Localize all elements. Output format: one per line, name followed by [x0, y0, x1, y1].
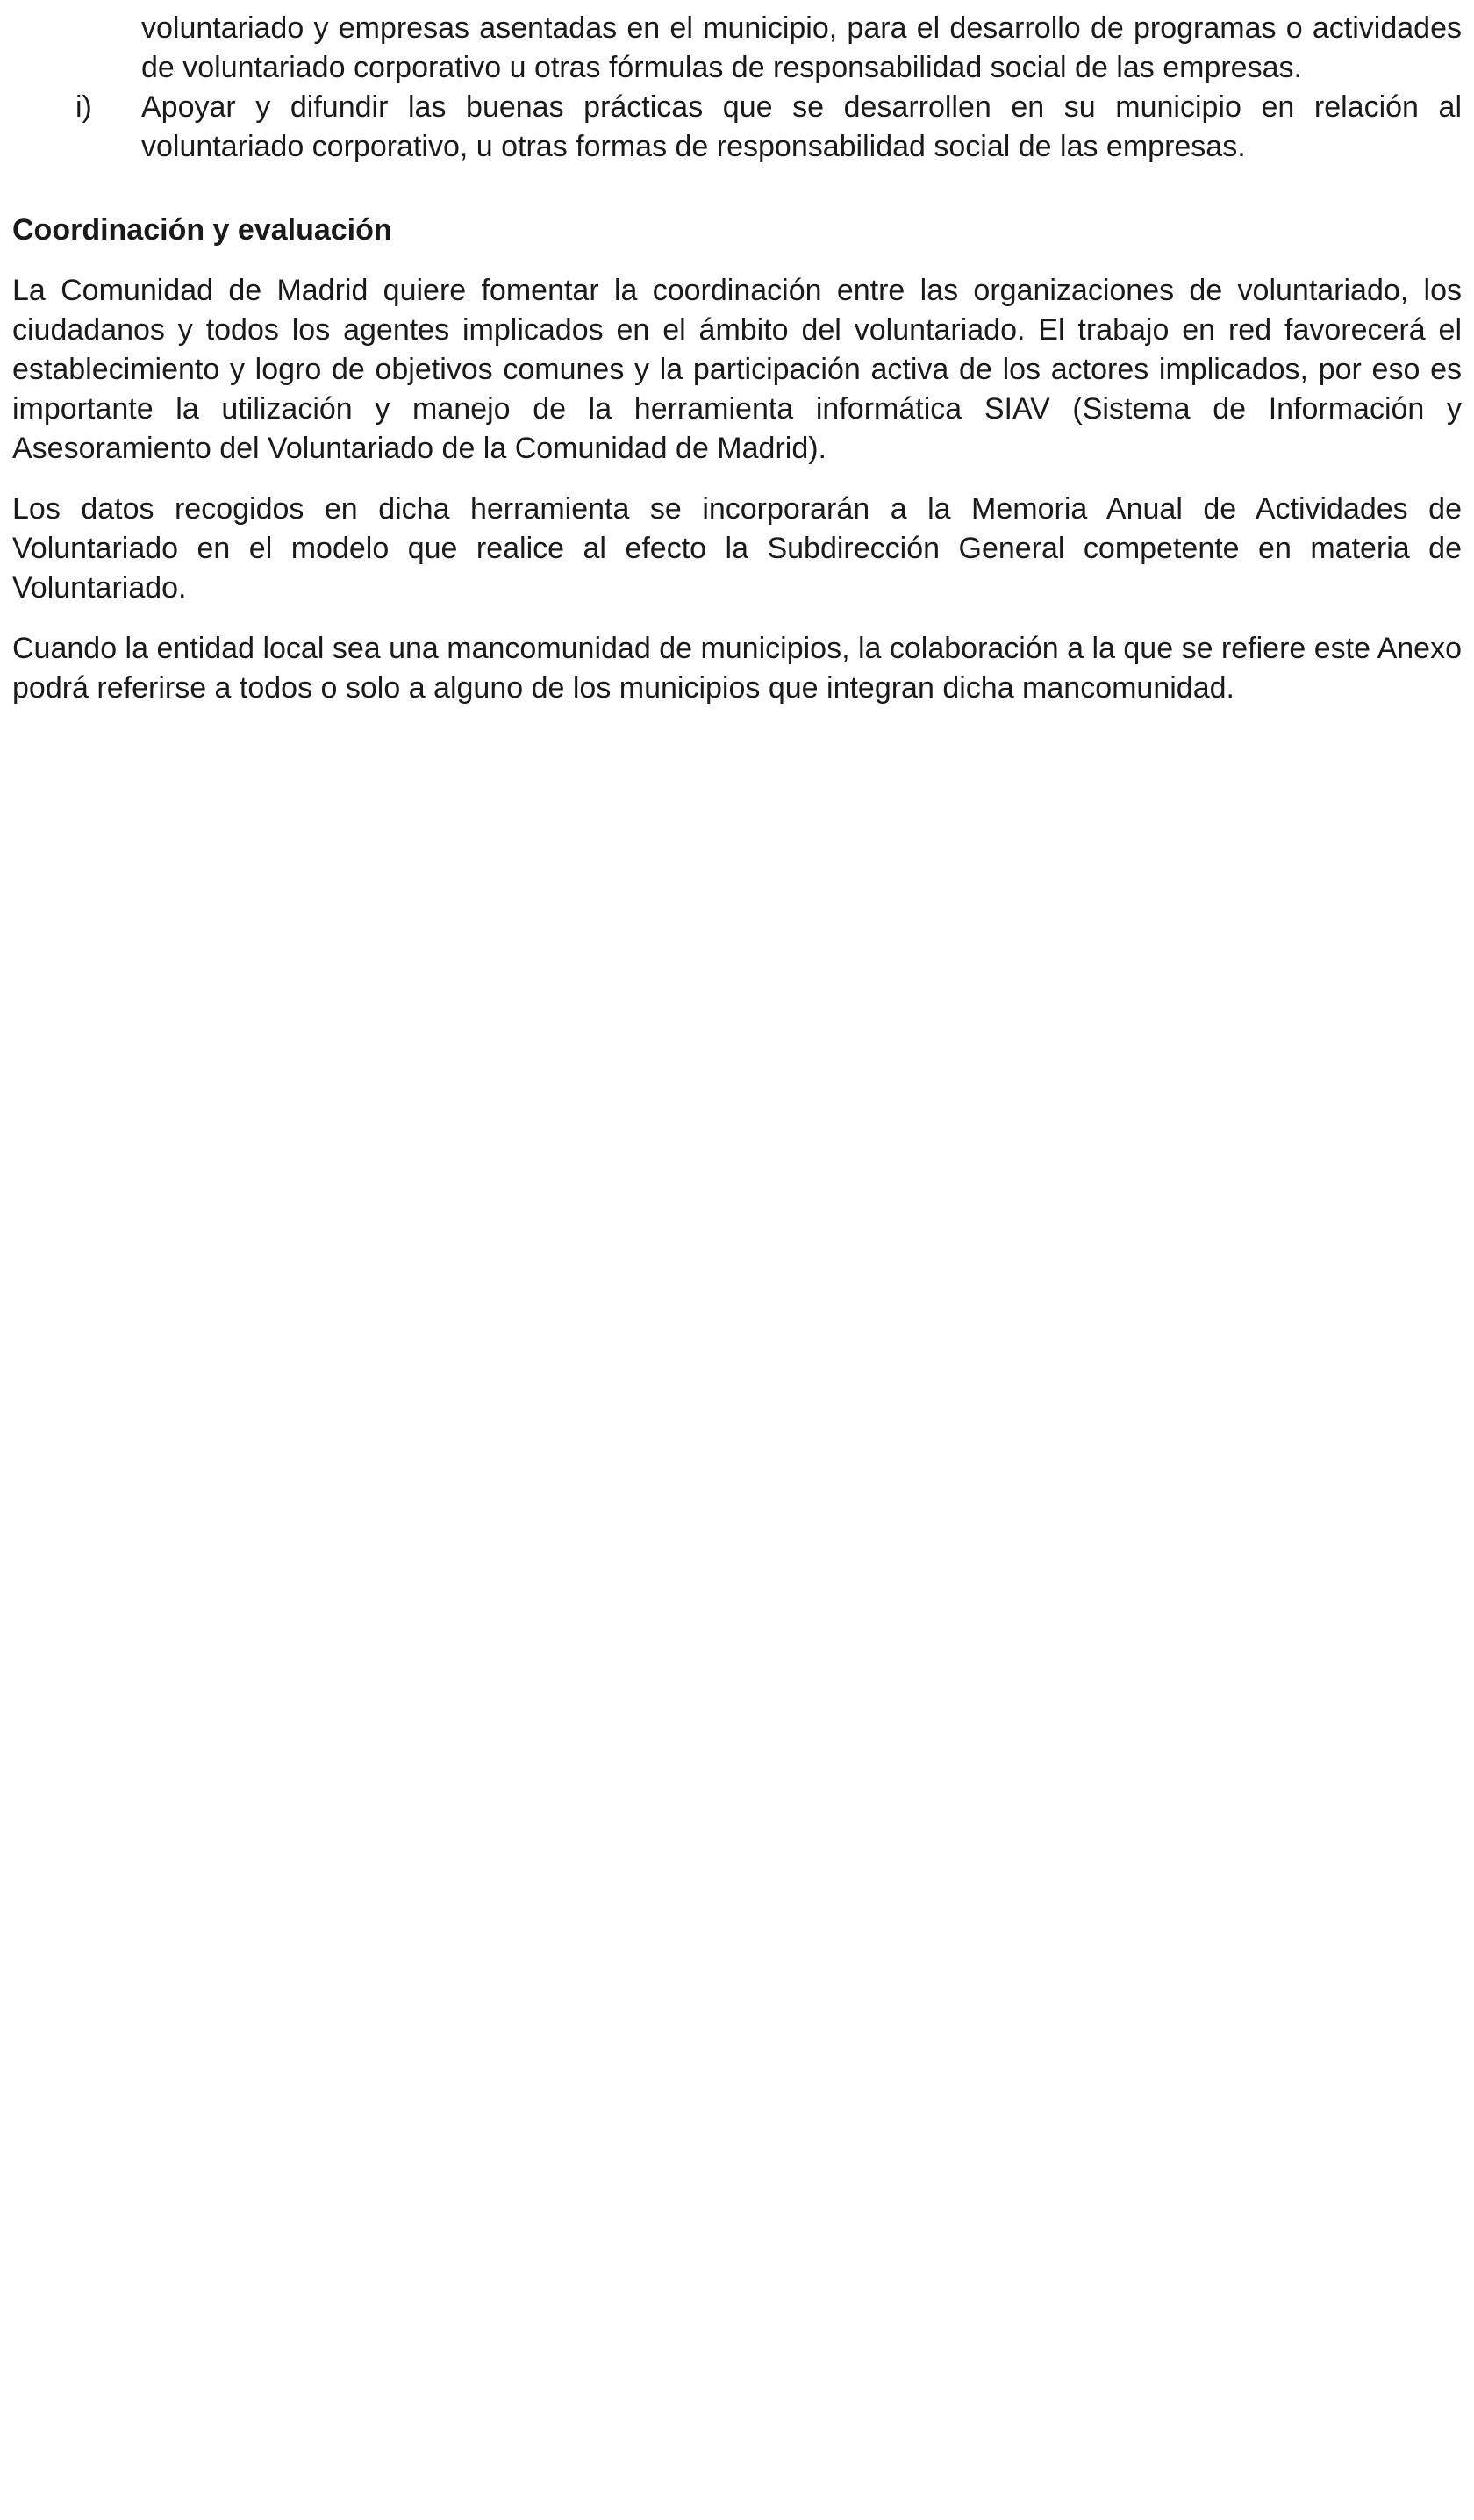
document-page [12, 9, 1462, 729]
list-marker: i) [75, 90, 92, 124]
list-item-i [12, 88, 1462, 167]
paragraph: Los datos recogidos en dicha herramienta se incorporarán a la Memoria Anual de Actividades de Voluntariado en el modelo que realice al efecto la Subdirección General competente en materia de Voluntariado. [12, 492, 1462, 605]
paragraph: La Comunidad de Madrid quiere fomentar la coordinación entre las organizaciones de voluntariado, los ciudadanos y todos los agentes implicados en el ámbito del voluntariado. El trabajo en red favorecerá el establecimiento y logro de objetivos comunes y la participación activa de los actores implicados, por eso es importante la utilización y manejo de la herramienta informática SIAV (Sistema de Información y Asesoramiento del Voluntariado de la Comunidad de Madrid). [12, 274, 1462, 465]
list-item-text: Apoyar y difundir las buenas prácticas que se desarrollen en su municipio en relación al voluntariado corporativo, u otras formas de responsabilidad social de las empresas. [141, 90, 1462, 163]
list-item-continuation: voluntariado y empresas asentadas en el municipio, para el desarrollo de programas o actividades de voluntariado corporativo u otras fórmulas de responsabilidad social de las empresas. [141, 11, 1462, 84]
paragraph: Cuando la entidad local sea una mancomunidad de municipios, la colaboración a la que se refiere este Anexo podrá referirse a todos o solo a alguno de los municipios que integran dicha mancomunidad. [12, 632, 1462, 705]
section-heading: Coordinación y evaluación [12, 213, 392, 247]
